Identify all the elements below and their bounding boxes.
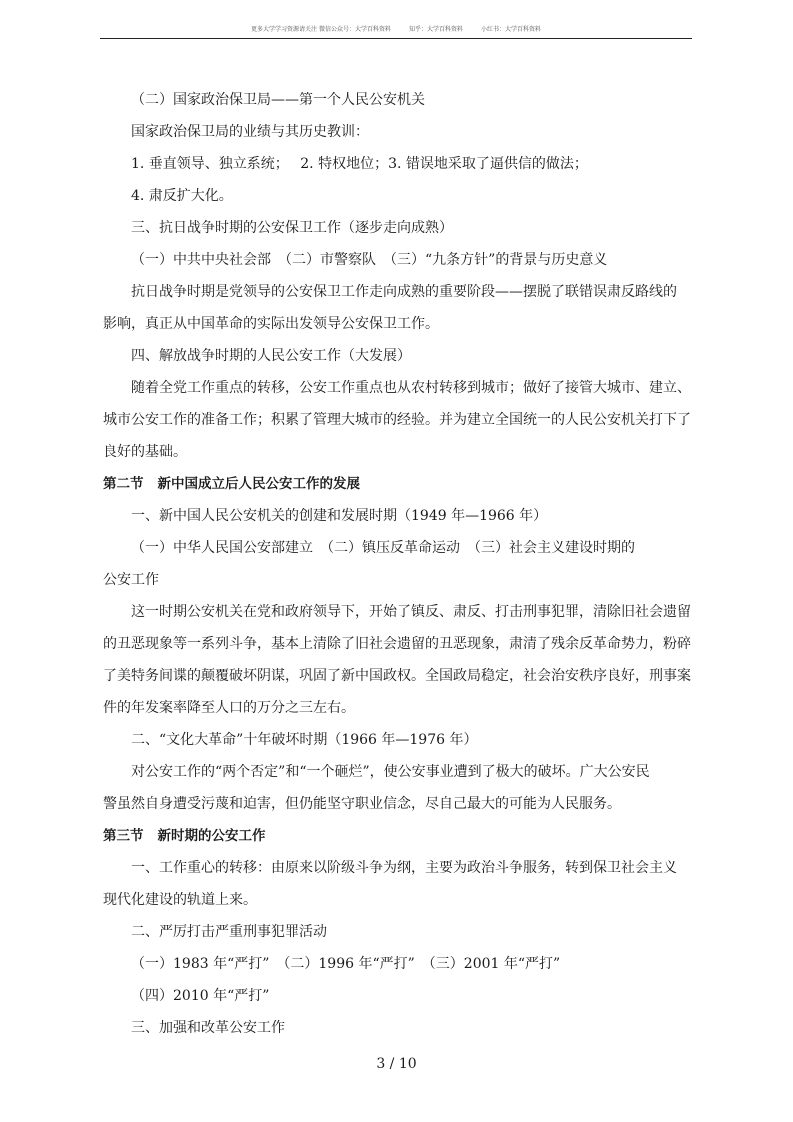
header-divider: [100, 38, 692, 39]
text-line: 随着全党工作重点的转移，公安工作重点也从农村转移到城市；做好了接管大城市、建立、: [131, 380, 691, 396]
text-line: 三、加强和改革公安工作: [131, 1020, 285, 1036]
text-line: 三、抗日战争时期的公安保卫工作（逐步走向成熟）: [131, 220, 453, 236]
text-line: 公安工作: [103, 572, 159, 588]
text-line: （一）1983 年“严打” （二）1996 年“严打” （三）2001 年“严打”: [131, 956, 561, 972]
text-line: 一、工作重心的转移：由原来以阶级斗争为纲，主要为政治斗争服务，转到保卫社会主义: [131, 860, 677, 876]
text-line: 一、新中国人民公安机关的创建和发展时期（1949 年—1966 年）: [131, 508, 548, 524]
text-line: 警虽然自身遭受污蔑和迫害，但仍能坚守职业信念，尽自己最大的可能为人民服务。: [103, 796, 621, 812]
section-number: 第二节: [103, 476, 144, 492]
section-number: 第三节: [103, 828, 144, 844]
text-line: 城市公安工作的准备工作；积累了管理大城市的经验。并为建立全国统一的人民公安机关打下了: [103, 412, 691, 428]
page-header: 更多大学学习资源请关注 微信公众号：大学百科资料 知乎：大学百科资料 小红书：大学百科资料: [251, 26, 541, 33]
text-line: 这一时期公安机关在党和政府领导下，开始了镇反、肃反、打击刑事犯罪，清除旧社会遗留: [131, 604, 691, 620]
page-number: 3 / 10: [376, 1056, 417, 1072]
section-heading: [103, 820, 691, 852]
text-line: 国家政治保卫局的业绩与其历史教训：: [131, 124, 369, 140]
section-heading: [103, 468, 691, 500]
text-line: 4. 肃反扩大化。: [131, 188, 233, 204]
text-line: 件的年发案率降至人口的万分之三左右。: [103, 700, 355, 716]
section-title: 新中国成立后人民公安工作的发展: [157, 476, 360, 492]
document-body: [103, 84, 691, 1044]
text-line: 二、“文化大革命”十年破坏时期（1966 年—1976 年）: [131, 732, 478, 748]
text-line: 影响，真正从中国革命的实际出发领导公安保卫工作。: [103, 316, 439, 332]
text-line: 现代化建设的轨道上来。: [103, 892, 257, 908]
text-line: 抗日战争时期是党领导的公安保卫工作走向成熟的重要阶段——摆脱了联错误肃反路线的: [131, 284, 677, 300]
text-line: 的丑恶现象等一系列斗争，基本上清除了旧社会遗留的丑恶现象，肃清了残余反革命势力，粉碎: [103, 636, 691, 652]
text-line: 1. 垂直领导、独立系统； 2. 特权地位；3. 错误地采取了逼供信的做法；: [131, 156, 588, 172]
section-title: 新时期的公安工作: [157, 828, 266, 844]
text-line: 了美特务间谍的颠覆破坏阴谋，巩固了新中国政权。全国政局稳定，社会治安秩序良好，刑事案: [103, 668, 691, 684]
text-line: 二、严厉打击严重刑事犯罪活动: [131, 924, 327, 940]
text-line: （一）中华人民国公安部建立 （二）镇压反革命运动 （三）社会主义建设时期的: [131, 540, 635, 556]
text-line: （四）2010 年“严打”: [131, 988, 270, 1004]
text-line: 良好的基础。: [103, 444, 187, 460]
text-line: （一）中共中央社会部 （二）市警察队 （三）“九条方针”的背景与历史意义: [131, 252, 608, 268]
text-line: 对公安工作的“两个否定”和“一个砸烂”，使公安事业遭到了极大的破坏。广大公安民: [131, 764, 650, 780]
text-line: 四、解放战争时期的人民公安工作（大发展）: [131, 348, 411, 364]
text-line: （二）国家政治保卫局——第一个人民公安机关: [131, 92, 425, 108]
